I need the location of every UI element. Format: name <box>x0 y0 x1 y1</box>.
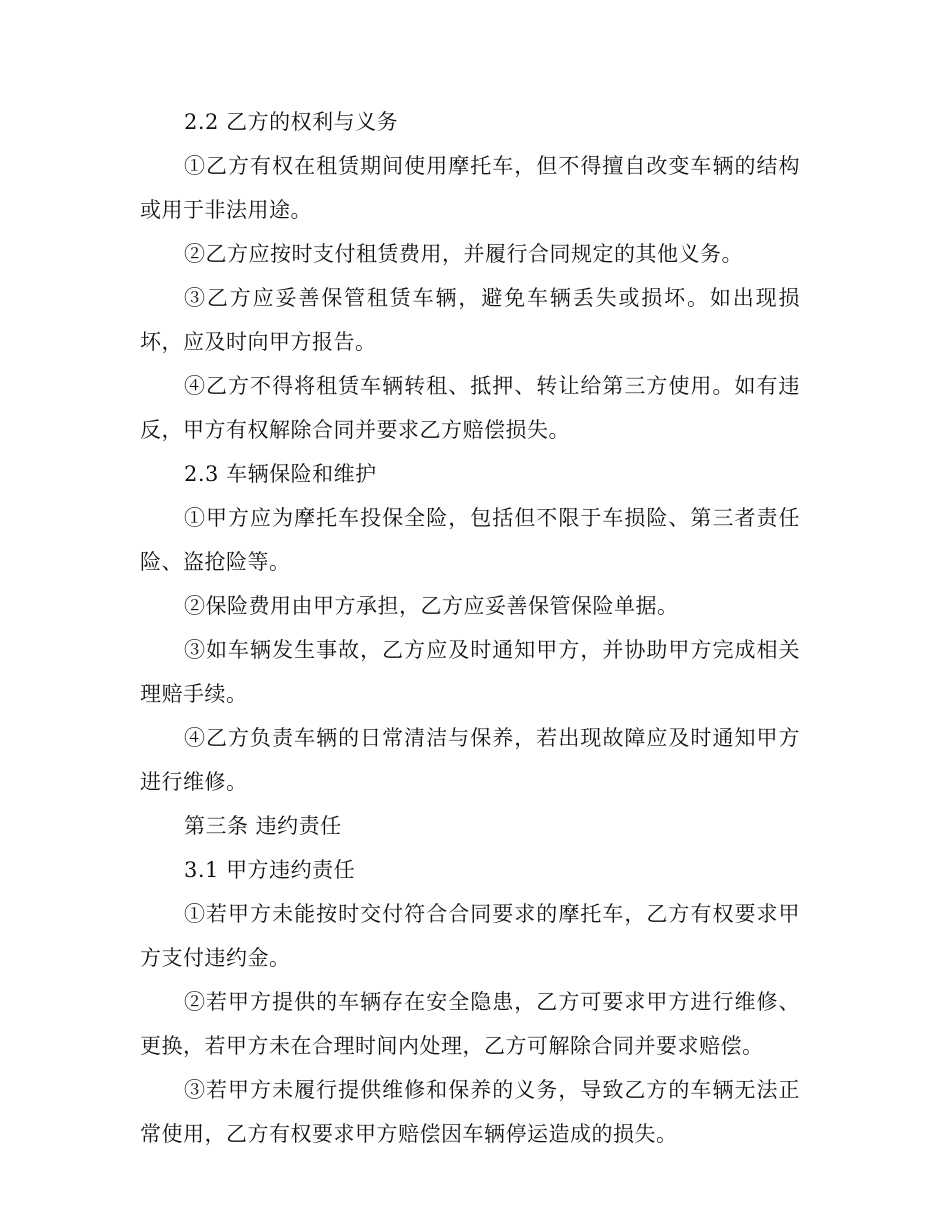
paragraph-2-3-1: ①甲方应为摩托车投保全险，包括但不限于车损险、第三者责任险、盗抢险等。 <box>140 506 800 574</box>
paragraph-2-2-1: ①乙方有权在租赁期间使用摩托车，但不得擅自改变车辆的结构或用于非法用途。 <box>140 154 800 222</box>
paragraph-2-3-2: ②保险费用由甲方承担，乙方应妥善保管保险单据。 <box>184 594 679 618</box>
section-heading-2-3: 2.3 车辆保险和维护 <box>184 462 377 486</box>
section-heading-3-1: 3.1 甲方违约责任 <box>184 858 356 882</box>
paragraph-2-3-4: ④乙方负责车辆的日常清洁与保养，若出现故障应及时通知甲方进行维修。 <box>140 726 800 794</box>
paragraph-3-1-3: ③若甲方未履行提供维修和保养的义务，导致乙方的车辆无法正常使用，乙方有权要求甲方赔偿因车辆停运造成的损失。 <box>140 1078 800 1146</box>
paragraph-2-2-4: ④乙方不得将租赁车辆转租、抵押、转让给第三方使用。如有违反，甲方有权解除合同并要求乙方赔偿损失。 <box>140 374 800 442</box>
paragraph-2-2-3: ③乙方应妥善保管租赁车辆，避免车辆丢失或损坏。如出现损坏，应及时向甲方报告。 <box>140 286 800 354</box>
section-heading-2-2: 2.2 乙方的权利与义务 <box>184 110 399 134</box>
document-body <box>140 100 800 1156</box>
paragraph-3-1-1: ①若甲方未能按时交付符合合同要求的摩托车，乙方有权要求甲方支付违约金。 <box>140 902 800 970</box>
article-heading-3: 第三条 违约责任 <box>184 814 342 838</box>
paragraph-2-2-2: ②乙方应按时支付租赁费用，并履行合同规定的其他义务。 <box>184 242 743 266</box>
paragraph-2-3-3: ③如车辆发生事故，乙方应及时通知甲方，并协助甲方完成相关理赔手续。 <box>140 638 800 706</box>
paragraph-3-1-2: ②若甲方提供的车辆存在安全隐患，乙方可要求甲方进行维修、更换，若甲方未在合理时间内处理，乙方可解除合同并要求赔偿。 <box>140 990 800 1058</box>
